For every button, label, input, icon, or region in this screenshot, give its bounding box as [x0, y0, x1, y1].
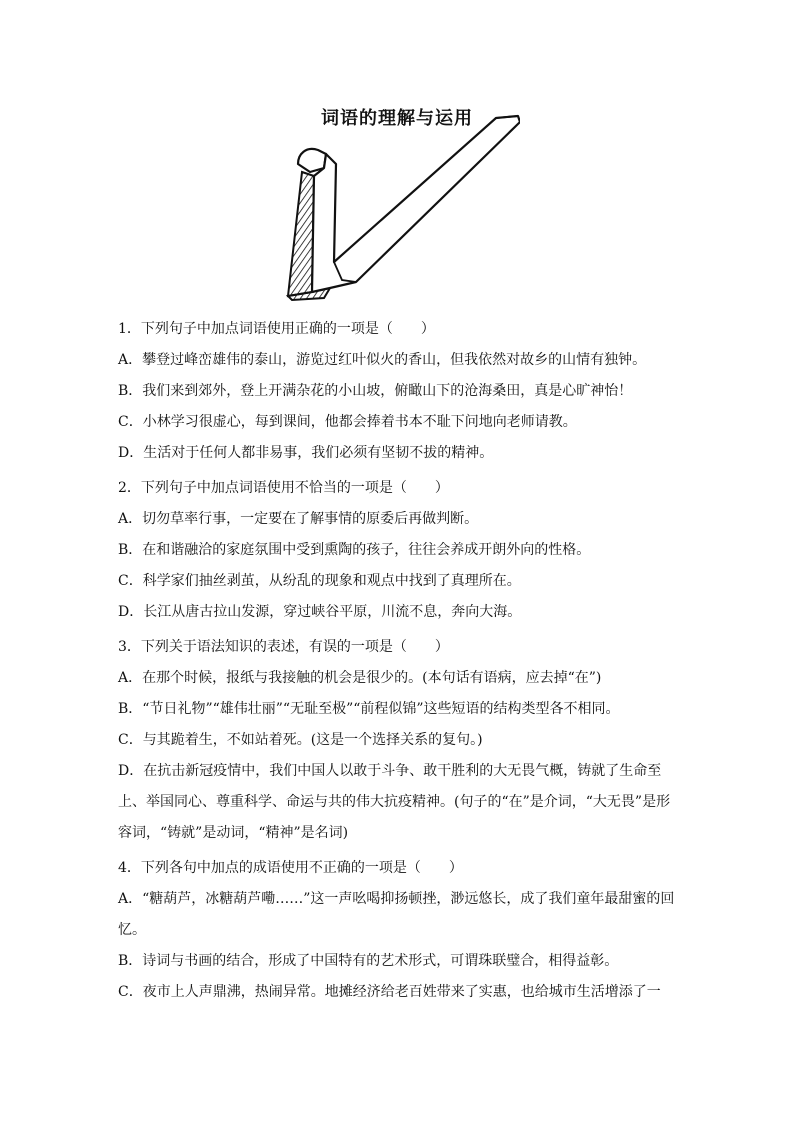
- option-c: C．夜市上人声鼎沸，热闹异常。地摊经济给老百姓带来了实惠，也给城市生活增添了一: [118, 984, 661, 1000]
- option-d: D．生活对于任何人都非易事，我们必须有坚韧不拔的精神。: [118, 445, 494, 461]
- option-d: D．长江从唐古拉山发源，穿过峡谷平原，川流不息，奔向大海。: [118, 604, 522, 620]
- option-a: A．攀登过峰峦雄伟的泰山，游览过红叶似火的香山，但我依然对故乡的山情有独钟。: [118, 352, 647, 368]
- option-c: C．小林学习很虚心，每到课间，他都会捧着书本不耻下问地向老师请教。: [118, 414, 577, 430]
- question-stem: 3．下列关于语法知识的表述，有误的一项是（ ）: [118, 639, 449, 655]
- question-stem: 4．下列各句中加点的成语使用不正确的一项是（ ）: [118, 860, 463, 876]
- question-stem: 1．下列句子中加点词语使用正确的一项是（ ）: [118, 321, 435, 337]
- option-b: B．我们来到郊外，登上开满杂花的小山坡，俯瞰山下的沧海桑田，真是心旷神怡！: [118, 383, 633, 399]
- option-b: B．在和谐融洽的家庭氛围中受到熏陶的孩子，往往会养成开朗外向的性格。: [118, 542, 591, 558]
- option-c: C．科学家们抽丝剥茧，从纷乱的现象和观点中找到了真理所在。: [118, 573, 521, 589]
- document-title: 词语的理解与运用: [321, 108, 473, 129]
- checkmark-illustration: [284, 112, 520, 302]
- option-a: A．“糖葫芦，冰糖葫芦嘞……”这一声吆喝抑扬顿挫，渺远悠长，成了我们童年最甜蜜的回忆。: [118, 891, 675, 938]
- question-list: [118, 314, 678, 1008]
- option-c: C．与其跪着生，不如站着死。(这是一个选择关系的复句。): [118, 732, 483, 748]
- option-a: A．在那个时候，报纸与我接触的机会是很少的。(本句话有语病，应去掉“在”): [118, 670, 602, 686]
- option-b: B．诗词与书画的结合，形成了中国特有的艺术形式，可谓珠联璧合，相得益彰。: [118, 953, 619, 969]
- question-stem: 2．下列句子中加点词语使用不恰当的一项是（ ）: [118, 480, 449, 496]
- option-a: A．切勿草率行事，一定要在了解事情的原委后再做判断。: [118, 511, 479, 527]
- option-d: D．在抗击新冠疫情中，我们中国人以敢于斗争、敢干胜利的大无畏气概，铸就了生命至上、举国同心、尊重科学、命运与共的伟大抗疫精神。(句子的“在”是介词，“大无畏”是形容词，“铸就”是动词，“精神”是名词): [118, 763, 671, 841]
- option-b: B．“节日礼物”“雄伟壮丽”“无耻至极”“前程似锦”这些短语的结构类型各不相同。: [118, 701, 620, 717]
